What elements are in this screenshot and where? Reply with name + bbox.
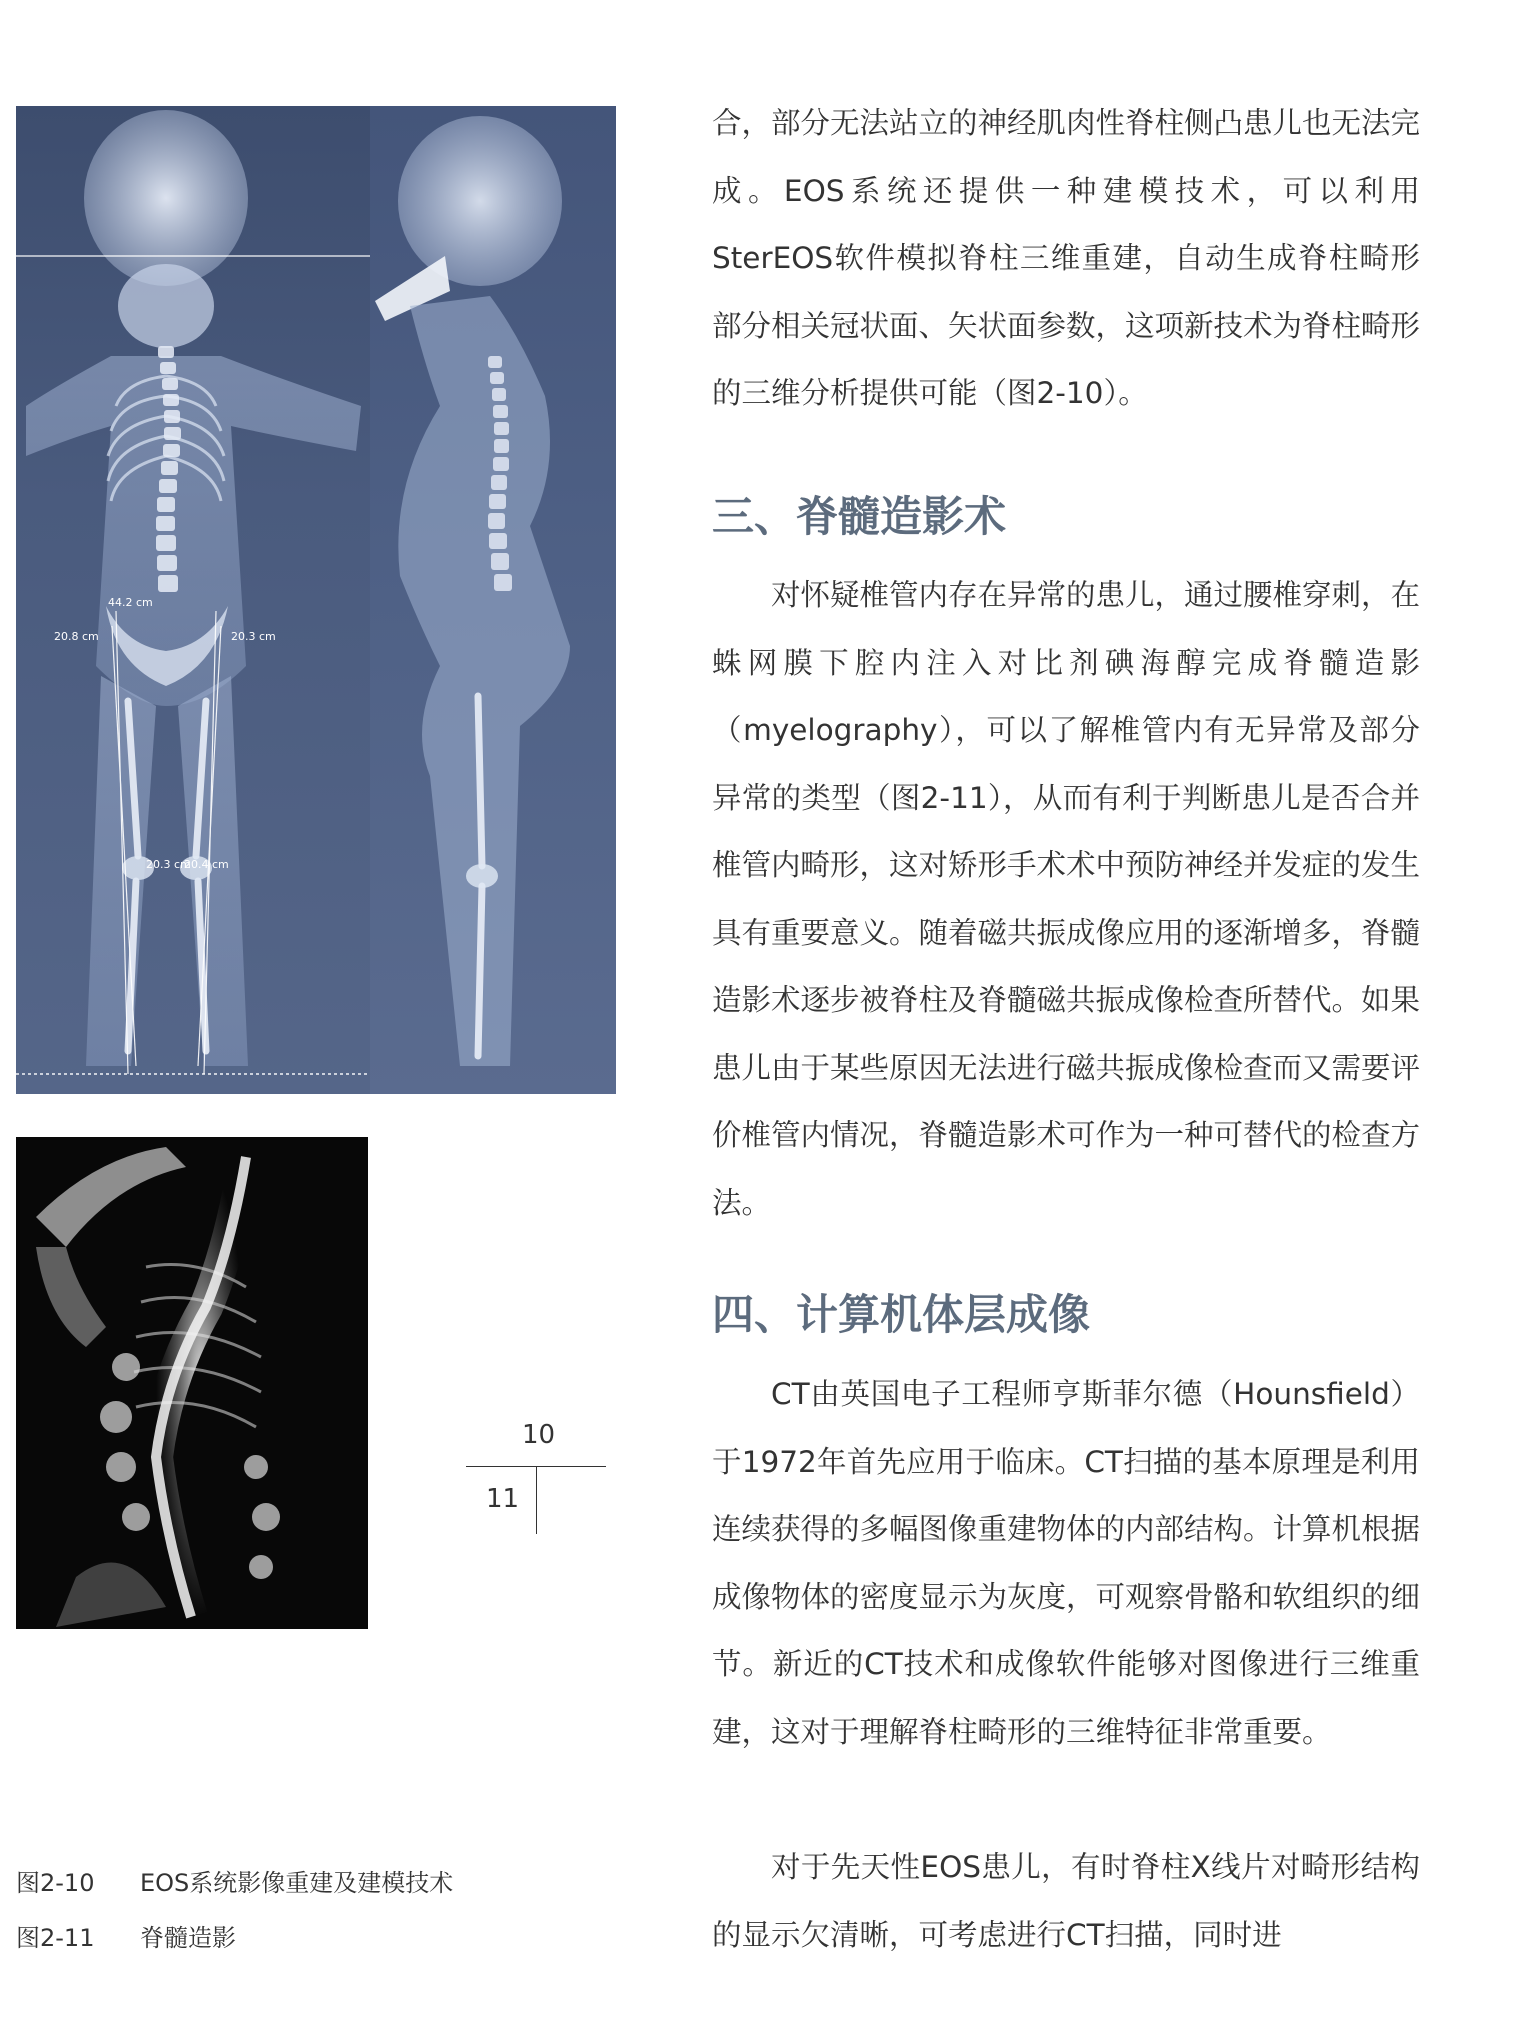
body-paragraph: 对怀疑椎管内存在异常的患儿，通过腰椎穿刺，在蛛网膜下腔内注入对比剂碘海醇完成脊髓造影（myelography），可以了解椎管内有无异常及部分异常的类型（图2-11），从而有利于判断患儿是否合并椎管内畸形，这对矫形手术术中预防神经并发症的发生具有重要意义。随着磁共振成像应用的逐渐增多，脊髓造影术逐步被脊柱及脊髓磁共振成像检查所替代。如果患儿由于某些原因无法进行磁共振成像检查而又需要评价椎管内情况，脊髓造影术可作为一种可替代的检查方法。 <box>712 578 1421 1220</box>
myelography-image <box>16 1137 368 1629</box>
key-figure-10: 10 <box>522 1420 556 1450</box>
figure-caption <box>16 1863 453 1898</box>
caption-text: 脊髓造影 <box>140 1924 236 1952</box>
measure-label: 20.8 cm <box>54 630 99 643</box>
measure-label: 20.3 cm <box>231 630 276 643</box>
eos-lateral-drawing <box>370 106 616 1094</box>
key-divider <box>536 1466 537 1534</box>
body-paragraph: 合，部分无法站立的神经肌肉性脊柱侧凸患儿也无法完成。EOS系统还提供一种建模技术，可以利用SterEOS软件模拟脊柱三维重建，自动生成脊柱畸形部分相关冠状面、矢状面参数，这项新技术为脊柱畸形的三维分析提供可能（图2-10）。 <box>712 106 1421 410</box>
caption-number: 图2-10 <box>16 1869 95 1897</box>
measure-label: 20.3 cm <box>146 858 191 871</box>
section-heading: 四、计算机体层成像 <box>712 1290 1091 1339</box>
figure-layout-key <box>466 1414 606 1538</box>
eos-frontal-drawing <box>16 106 370 1094</box>
body-paragraph: 对于先天性EOS患儿，有时脊柱X线片对畸形结构的显示欠清晰，可考虑进行CT扫描，同时进 <box>712 1850 1420 1952</box>
caption-number: 图2-11 <box>16 1924 95 1952</box>
figure-caption <box>16 1918 236 1953</box>
measure-label: 44.2 cm <box>108 596 153 609</box>
body-paragraph: CT由英国电子工程师亨斯菲尔德（Hounsfield）于1972年首先应用于临床。CT扫描的基本原理是利用连续获得的多幅图像重建物体的内部结构。计算机根据成像物体的密度显示为灰度，可观察骨骼和软组织的细节。新近的CT技术和成像软件能够对图像进行三维重建，这对于理解脊柱畸形的三维特征非常重要。 <box>712 1377 1421 1749</box>
caption-text: EOS系统影像重建及建模技术 <box>140 1869 454 1897</box>
eos-frontal-xray <box>16 106 370 1094</box>
measure-label: 20.4 cm <box>184 858 229 871</box>
key-figure-11: 11 <box>486 1484 520 1514</box>
myelography-drawing <box>16 1137 368 1629</box>
eos-lateral-xray <box>370 106 616 1094</box>
section-heading: 三、脊髓造影术 <box>712 492 1007 541</box>
